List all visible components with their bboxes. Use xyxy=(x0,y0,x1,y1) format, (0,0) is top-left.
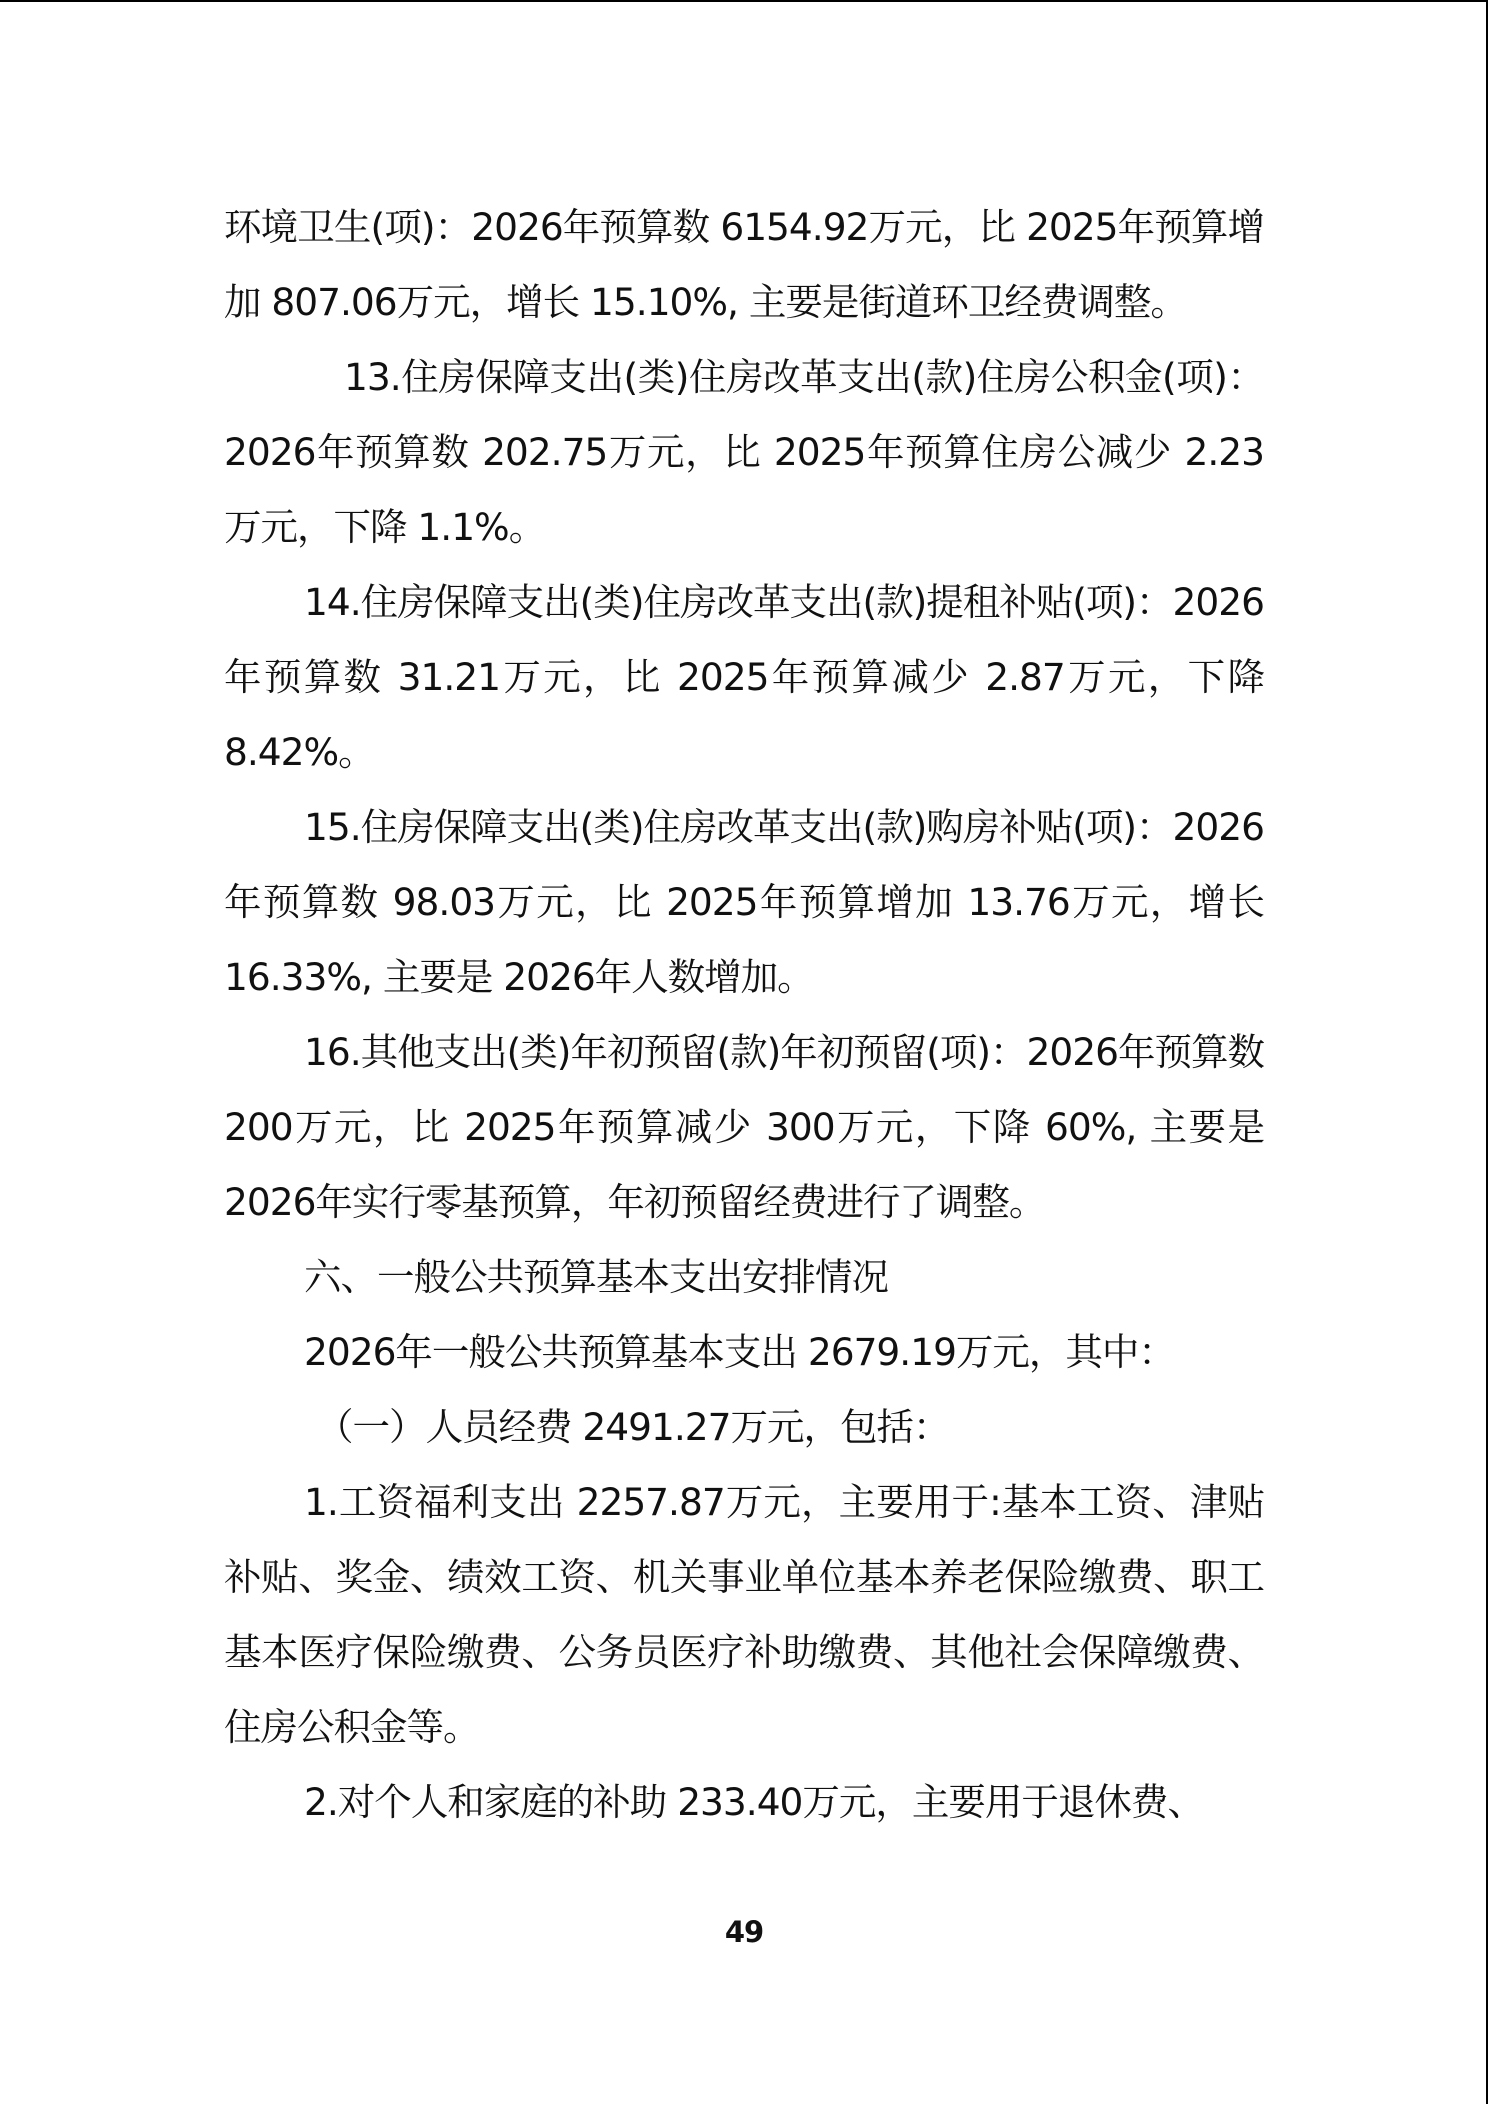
section-heading-basic-expenditure: 六、一般公共预算基本支出安排情况 xyxy=(304,1255,888,1299)
paragraph-basic-expenditure-total: 2026年一般公共预算基本支出 2679.19万元，其中： xyxy=(304,1330,1175,1374)
paragraph-item-14: 14.住房保障支出(类)住房改革支出(款)提租补贴(项)：2026年预算数 31.21万元，比 2025年预算减少 2.87万元，下降 8.42%。 xyxy=(224,580,1264,774)
paragraph-item-13: 13.住房保障支出(类)住房改革支出(款)住房公积金(项)：2026年预算数 202.75万元，比 2025年预算住房公减少 2.23万元，下降 1.1%。 xyxy=(224,355,1264,549)
paragraph-personnel-expenses: （一）人员经费 2491.27万元，包括： xyxy=(316,1405,950,1449)
paragraph-wage-welfare: 1.工资福利支出 2257.87万元，主要用于:基本工资、津贴补贴、奖金、绩效工资、机关事业单位基本养老保险缴费、职工基本医疗保险缴费、公务员医疗补助缴费、其他社会保障缴费、住房公积金等。 xyxy=(224,1480,1264,1749)
paragraph-family-subsidy: 2.对个人和家庭的补助 233.40万元，主要用于退休费、 xyxy=(304,1780,1204,1824)
paragraph-environment-sanitation: 环境卫生(项)：2026年预算数 6154.92万元，比 2025年预算增加 807.06万元，增长 15.10%, 主要是街道环卫经费调整。 xyxy=(224,205,1264,324)
paragraph-item-15: 15.住房保障支出(类)住房改革支出(款)购房补贴(项)：2026年预算数 98.03万元，比 2025年预算增加 13.76万元，增长 16.33%, 主要是 2026年人数增加。 xyxy=(224,805,1264,999)
document-body xyxy=(224,190,1264,1840)
page-number: 49 xyxy=(724,1915,764,1949)
paragraph-item-16: 16.其他支出(类)年初预留(款)年初预留(项)：2026年预算数 200万元，比 2025年预算减少 300万元，下降 60%, 主要是 2026年实行零基预算，年初预留经费进行了调整。 xyxy=(224,1030,1264,1224)
